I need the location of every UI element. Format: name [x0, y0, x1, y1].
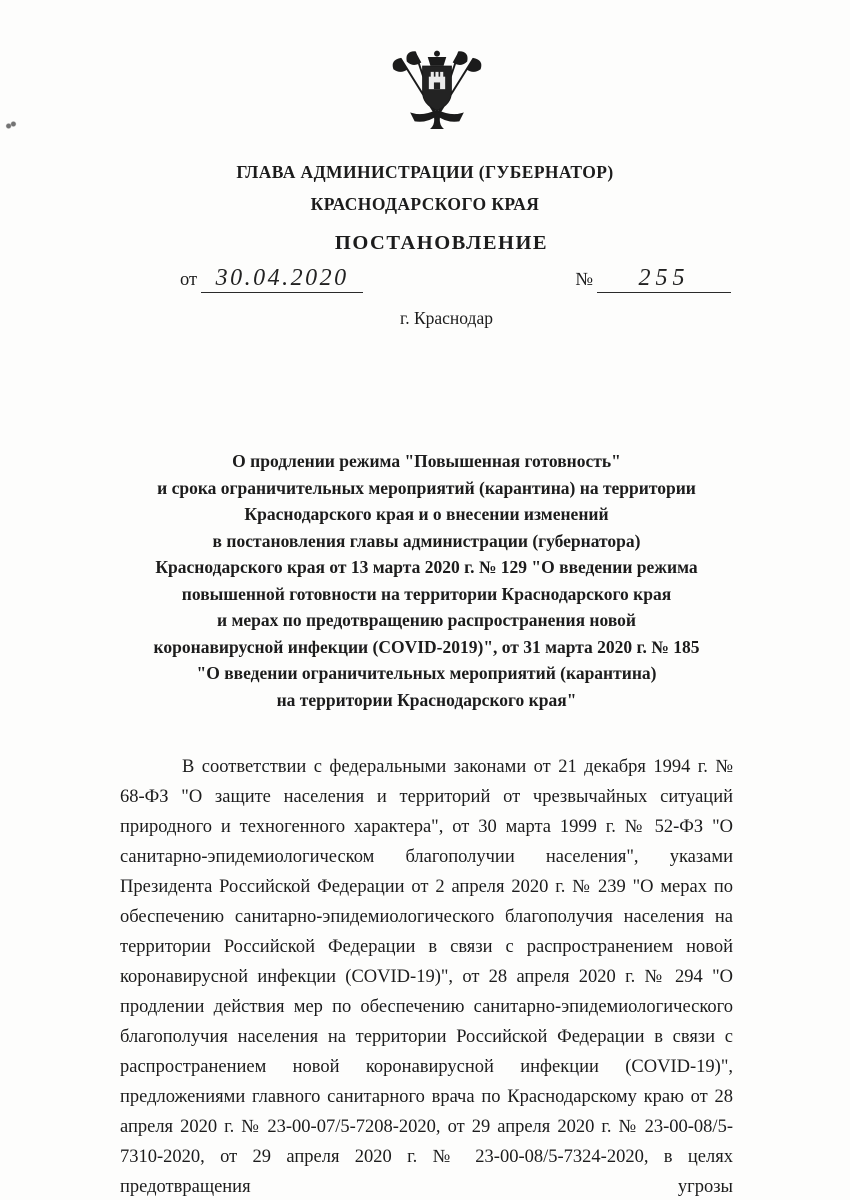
number-label: № [575, 270, 593, 290]
number-group [575, 266, 731, 293]
issuing-authority-line2: КРАСНОДАРСКОГО КРАЯ [310, 194, 540, 214]
number-value-handwritten: 255 [597, 266, 731, 293]
city-line: г. Краснодар [400, 308, 493, 328]
issuing-authority-line1: ГЛАВА АДМИНИСТРАЦИИ (ГУБЕРНАТОР) [236, 162, 614, 182]
date-label: от [180, 270, 198, 290]
title-line: О продлении режима "Повышенная готовность" [232, 451, 621, 471]
document-title [120, 448, 733, 713]
title-line: Краснодарского края и о внесении изменений [244, 504, 609, 524]
title-line: коронавирусной инфекции (COVID-2019)", от 31 марта 2020 г. № 185 [153, 636, 700, 657]
title-line: и срока ограничительных мероприятий (карантина) на территории [157, 477, 696, 498]
title-line: в постановления главы администрации (губернатора) [212, 530, 641, 551]
title-line: Краснодарского края от 13 марта 2020 г. № 129 "О введении режима [155, 557, 698, 577]
date-group [180, 266, 363, 293]
scan-artifact [5, 120, 17, 130]
date-value-handwritten: 30.04.2020 [201, 266, 363, 293]
title-line: и мерах по предотвращению распространения новой [217, 610, 636, 630]
body-paragraph: В соответствии с федеральными законами от 21 декабря 1994 г. № 68-ФЗ "О защите населения и территорий от чрезвычайных ситуаций природного и техногенного характера", от 30 марта 1999 г. № 52-ФЗ "О санитарно-эпидемиологическом благополучии населения", указами Президента Российской Федерации от 2 апреля 2020 г. № 239 "О мерах по обеспечению санитарно-эпидемиологического благополучия населения на территории Российской Федерации в связи с распространением новой коронавирусной инфекции (COVID-19)", от 28 апреля 2020 г. № 294 "О продлении действия мер по обеспечению санитарно-эпидемиологического благополучия населения на территории Российской Федерации в связи с распространением новой коронавирусной инфекции (COVID-19)", предложениями главного санитарного врача по Краснодарскому краю от 28 апреля 2020 г. № 23-00-07/5-7208-2020, от 29 апреля 2020 г. № 23-00-08/5-7310-2020, от 29 апреля 2020 г. № 23-00-08/5-7324-2020, в целях предотвращения угрозы [120, 757, 733, 1197]
coat-of-arms-icon [389, 42, 485, 144]
title-line: на территории Краснодарского края" [276, 689, 577, 710]
title-line: повышенной готовности на территории Краснодарского края [181, 583, 672, 604]
date-number-row [120, 266, 733, 293]
title-line: "О введении ограничительных мероприятий (карантина) [196, 663, 657, 683]
document-type-heading: ПОСТАНОВЛЕНИЕ [334, 232, 549, 254]
